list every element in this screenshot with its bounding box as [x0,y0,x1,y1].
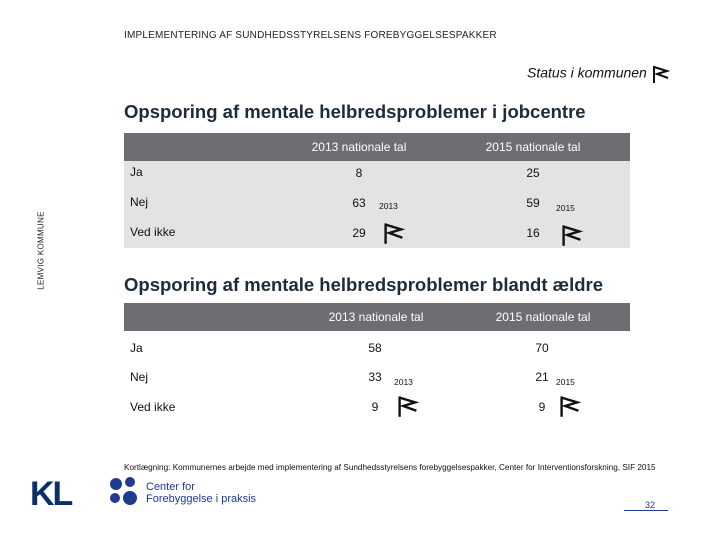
year-label-2015: 2015 [556,203,575,213]
value-2015-ja: 70 [535,341,549,355]
center-logo-icon [108,476,142,510]
flag-icon [560,223,584,247]
value-2013-ved-ikke: 29 [352,226,366,240]
value-2013-ved-ikke: 9 [371,400,379,414]
kl-logo: KL [30,475,72,513]
year-label-2015: 2015 [556,377,575,387]
flag-icon [558,394,582,418]
flag-icon [382,221,406,245]
row-label-ved-ikke: Ved ikke [130,225,176,239]
year-label-2013: 2013 [394,377,413,387]
value-2015-nej: 21 [535,370,549,384]
page-number-underline [624,510,668,511]
table-header [124,133,630,161]
section2-title: Opsporing af mentale helbredsproblemer blandt ældre [124,274,604,295]
value-2015-ved-ikke: 16 [526,226,540,240]
row-label-ja: Ja [130,341,143,355]
center-logo-text [146,481,256,505]
row-label-nej: Nej [130,195,149,209]
status-text: Status i kommunen [527,64,647,81]
value-2015-ja: 25 [526,166,540,180]
center-logo-line2: Forebyggelse i praksis [146,493,257,505]
value-2015-ved-ikke: 9 [538,400,546,414]
column-header-2015: 2015 nationale tal [485,140,581,154]
row-label-nej: Nej [130,370,149,384]
section2-table [124,303,630,421]
value-2015-nej: 59 [526,196,540,210]
value-2013-ja: 58 [368,341,382,355]
year-label-2013: 2013 [379,201,398,211]
table-header [124,303,630,331]
value-2013-nej: 33 [368,370,382,384]
column-header-2015: 2015 nationale tal [495,310,591,324]
flag-icon [651,64,671,84]
page-number: 32 [645,500,656,510]
footer-source-note: Kortlægning: Kommunernes arbejde med implementering af Sundhedsstyrelsens forebyggelsespakker, Center for Interventionsforskning, SIF 2015 [124,463,656,472]
column-header-2013: 2013 nationale tal [311,140,407,154]
table-body [124,331,630,421]
side-label: LEMVIG KOMMUNE [36,211,46,290]
status-label [527,64,671,84]
column-header-2013: 2013 nationale tal [328,310,424,324]
page-header-title: IMPLEMENTERING AF SUNDHEDSSTYRELSENS FOREBYGGELSESPAKKER [124,30,497,41]
flag-icon [396,394,420,418]
center-logo-line1: Center for [146,481,195,493]
section1-table [124,133,630,248]
row-label-ja: Ja [130,165,143,179]
section1-title: Opsporing af mentale helbredsproblemer i jobcentre [124,101,586,122]
value-2013-nej: 63 [352,196,366,210]
table-body [124,161,630,248]
row-label-ved-ikke: Ved ikke [130,400,176,414]
value-2013-ja: 8 [355,166,363,180]
